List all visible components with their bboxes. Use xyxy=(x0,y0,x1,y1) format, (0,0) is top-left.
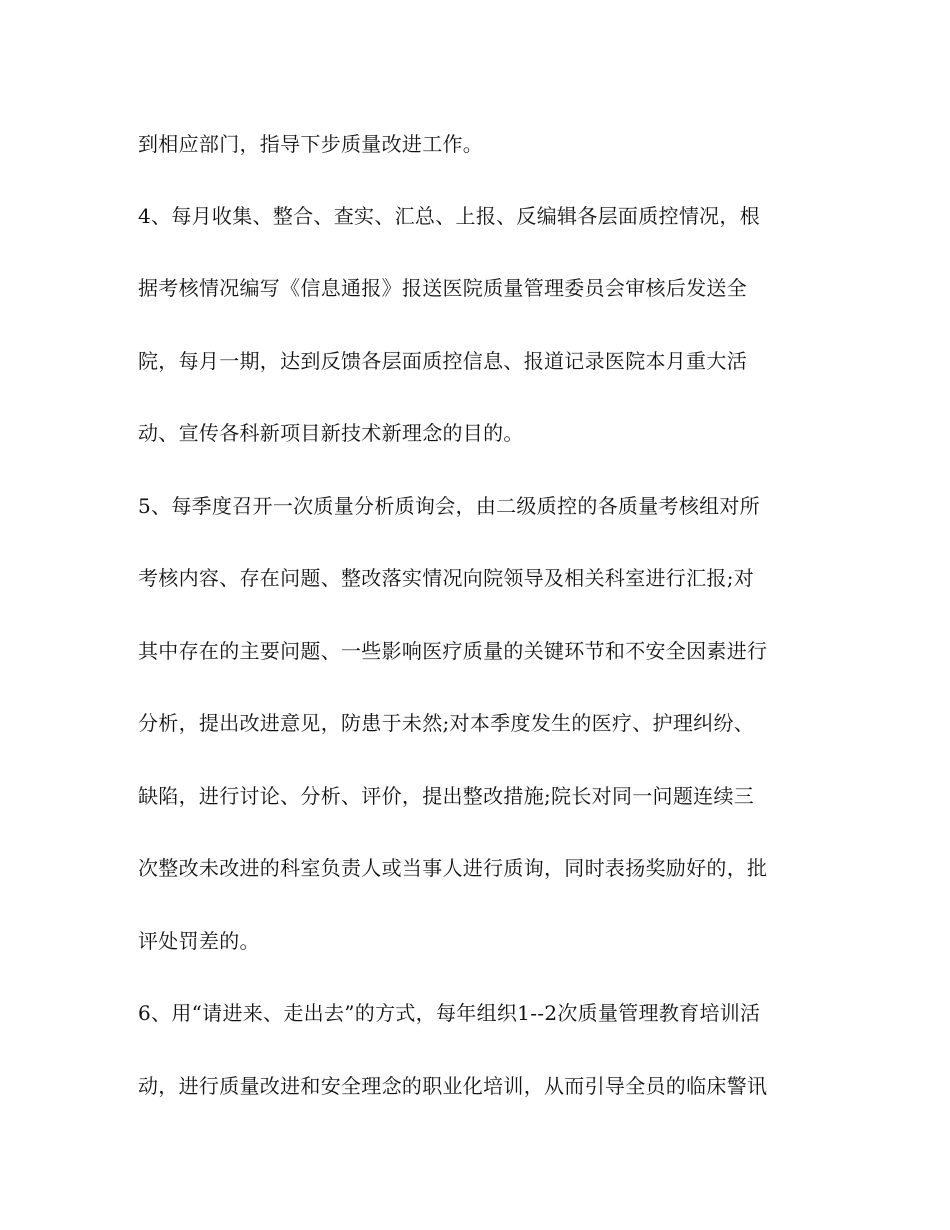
text-line-5: 动、宣传各科新项目新技术新理念的目的。 xyxy=(138,421,524,445)
text-line-12: 评处罚差的。 xyxy=(138,929,260,953)
text-line-8: 其中存在的主要问题、一些影响医疗质量的关键环节和不安全因素进行 xyxy=(138,639,768,663)
text-line-1: 到相应部门，指导下步质量改进工作。 xyxy=(138,132,484,156)
text-line-11: 次整改未改进的科室负责人或当事人进行质询，同时表扬奖励好的，批 xyxy=(138,856,768,880)
text-line-4: 院，每月一期，达到反馈各层面质控信息、报道记录医院本月重大活 xyxy=(138,349,747,373)
text-line-9: 分析，提出改进意见，防患于未然;对本季度发生的医疗、护理纠纷、 xyxy=(138,711,755,735)
text-line-6: 5、每季度召开一次质量分析质询会，由二级质控的各质量考核组对所 xyxy=(138,494,761,518)
text-line-14: 动，进行质量改进和安全理念的职业化培训，从而引导全员的临床警讯 xyxy=(138,1074,768,1098)
text-line-10: 缺陷，进行讨论、分析、评价，提出整改措施;院长对同一问题连续三 xyxy=(138,784,755,808)
text-line-13: 6、用“请进来、走出去”的方式，每年组织1--2次质量管理教育培训活 xyxy=(138,1001,761,1025)
text-line-3: 据考核情况编写《信息通报》报送医院质量管理委员会审核后发送全 xyxy=(138,276,747,300)
text-line-2: 4、每月收集、整合、查实、汇总、上报、反编辑各层面质控情况，根 xyxy=(138,204,761,228)
text-line-7: 考核内容、存在问题、整改落实情况向院领导及相关科室进行汇报;对 xyxy=(138,566,755,590)
